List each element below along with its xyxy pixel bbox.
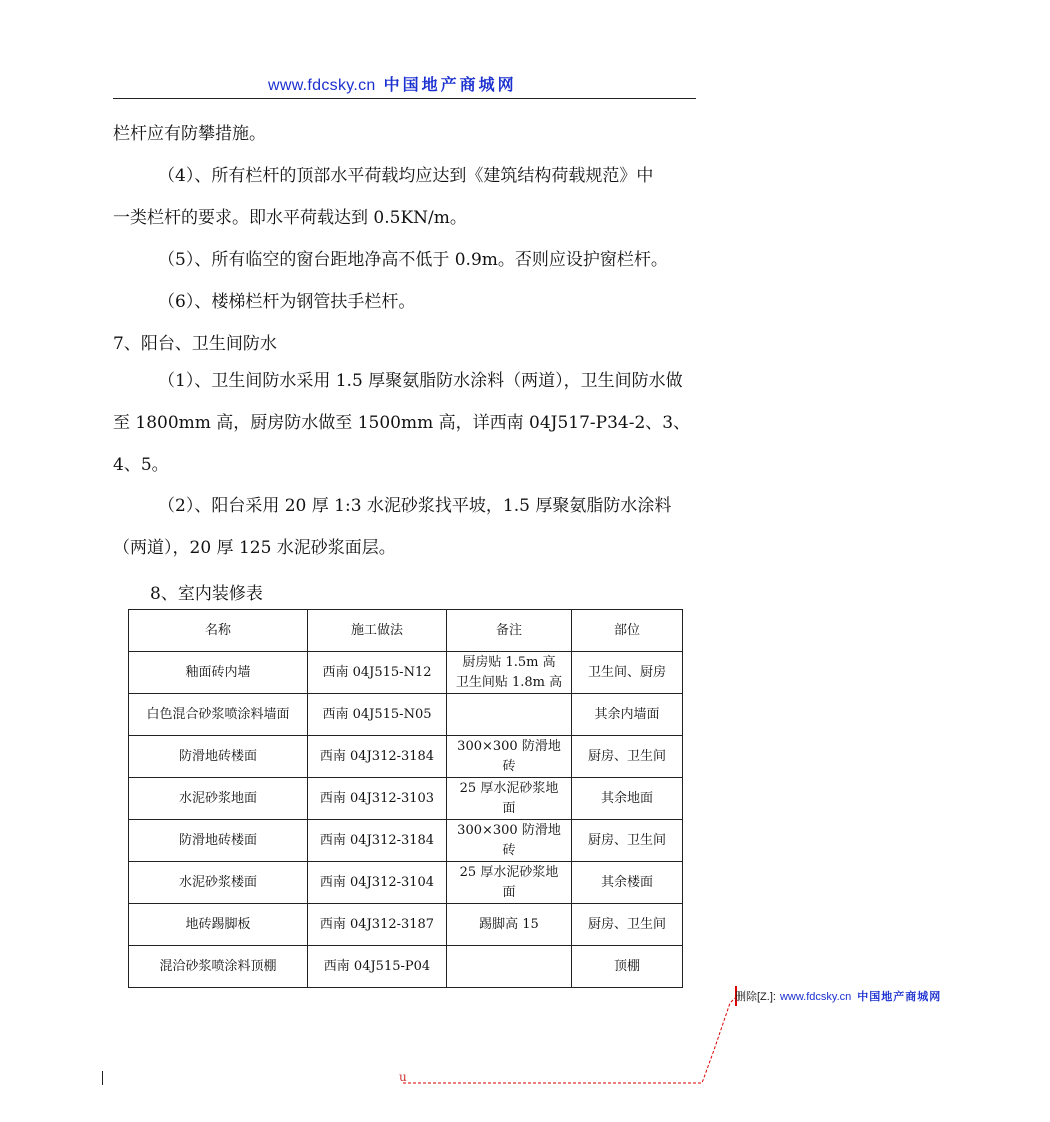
cell-method: 西南 04J515-N05 <box>308 694 447 736</box>
cell-location: 顶棚 <box>572 946 683 988</box>
section-8-heading: 8、室内装修表 <box>150 584 263 604</box>
header-url[interactable]: www.fdcsky.cn <box>268 77 376 94</box>
header-site-name: 中国地产商城网 <box>383 77 517 94</box>
body-line-1: 栏杆应有防攀措施。 <box>113 124 266 144</box>
cell-name: 混洽砂浆喷涂料顶棚 <box>129 946 308 988</box>
item-4-line-2: 一类栏杆的要求。即水平荷载达到 0.5KN/m。 <box>113 208 467 228</box>
cell-location: 厨房、卫生间 <box>572 736 683 778</box>
cell-name: 釉面砖内墙 <box>129 652 308 694</box>
cell-remark: 300×300 防滑地砖 <box>447 820 572 862</box>
cell-remark: 300×300 防滑地砖 <box>447 736 572 778</box>
cell-method: 西南 04J312-3184 <box>308 820 447 862</box>
change-bar <box>102 1071 103 1085</box>
item-4-line-1: （4）、所有栏杆的顶部水平荷载均应达到《建筑结构荷载规范》中 <box>158 166 654 186</box>
cell-name: 地砖踢脚板 <box>129 904 308 946</box>
cell-name: 防滑地砖楼面 <box>129 736 308 778</box>
comment-label: 删除[Z.]: <box>735 991 776 1003</box>
section-7-heading: 7、阳台、卫生间防水 <box>113 334 277 354</box>
cell-method: 西南 04J515-P04 <box>308 946 447 988</box>
cell-method: 西南 04J515-N12 <box>308 652 447 694</box>
cell-method: 西南 04J312-3187 <box>308 904 447 946</box>
cell-remark: 踢脚高 15 <box>447 904 572 946</box>
cell-location: 厨房、卫生间 <box>572 904 683 946</box>
cell-location: 其余内墙面 <box>572 694 683 736</box>
cell-location: 其余楼面 <box>572 862 683 904</box>
cell-name: 水泥砂浆地面 <box>129 778 308 820</box>
comment-anchor-mark: u <box>399 1070 407 1084</box>
column-header-name: 名称 <box>129 610 308 652</box>
comment-url[interactable]: www.fdcsky.cn <box>779 991 852 1003</box>
cell-remark: 厨房贴 1.5m 高 卫生间贴 1.8m 高 <box>447 652 572 694</box>
cell-remark: 25 厚水泥砂浆地 面 <box>447 862 572 904</box>
item-6: （6）、楼梯栏杆为钢管扶手栏杆。 <box>158 292 416 312</box>
column-header-remark: 备注 <box>447 610 572 652</box>
cell-name: 白色混合砂浆喷涂料墙面 <box>129 694 308 736</box>
item-5: （5）、所有临空的窗台距地净高不低于 0.9m。否则应设护窗栏杆。 <box>158 250 668 270</box>
comment-site-name: 中国地产商城网 <box>857 991 942 1003</box>
column-header-method: 施工做法 <box>308 610 447 652</box>
cell-remark: 25 厚水泥砂浆地 面 <box>447 778 572 820</box>
cell-method: 西南 04J312-3104 <box>308 862 447 904</box>
cell-location: 其余地面 <box>572 778 683 820</box>
cell-method: 西南 04J312-3103 <box>308 778 447 820</box>
cell-location: 厨房、卫生间 <box>572 820 683 862</box>
column-header-location: 部位 <box>572 610 683 652</box>
cell-method: 西南 04J312-3184 <box>308 736 447 778</box>
cell-name: 水泥砂浆楼面 <box>129 862 308 904</box>
cell-location: 卫生间、厨房 <box>572 652 683 694</box>
section-7-item-1: （1）、卫生间防水采用 1.5 厚聚氨脂防水涂料（两道），卫生间防水做至 1800mm 高，厨房防水做至 1500mm 高，详西南 04J517-P34-2、3、4、5。 <box>113 371 691 475</box>
cell-name: 防滑地砖楼面 <box>129 820 308 862</box>
section-7-item-2: （2）、阳台采用 20 厚 1:3 水泥砂浆找平坡，1.5 厚聚氨脂防水涂料（两道），20 厚 125 水泥砂浆面层。 <box>113 496 672 558</box>
